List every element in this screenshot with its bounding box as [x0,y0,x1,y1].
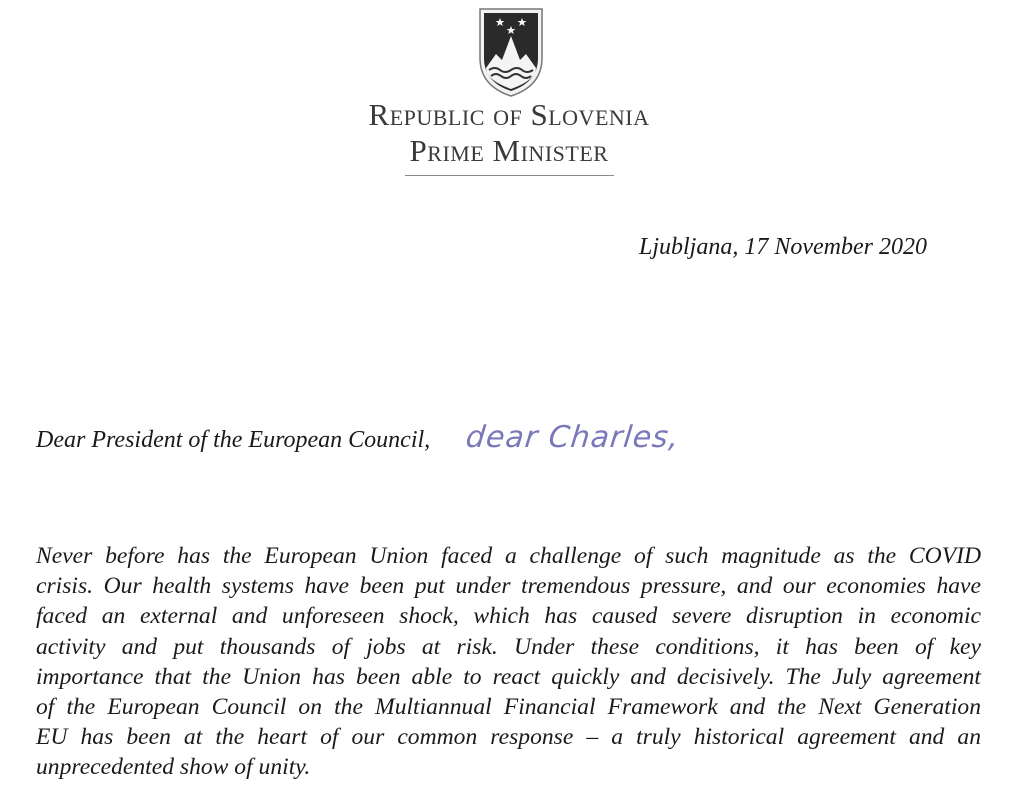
body-line: importance that the Union has been able to react quickly and decisively. The July agreement [36,663,981,690]
body-line: EU has been at the heart of our common response – a truly historical agreement and an [36,724,981,751]
coat-of-arms-icon [476,6,546,98]
salutation: Dear President of the European Council, [36,427,431,453]
letterhead-office: Prime Minister [409,133,609,168]
body-line: faced an external and unforeseen shock, which has caused severe disruption in economic [36,603,981,630]
body-line: unprecedented show of unity. [36,754,311,781]
letterhead-country: Republic of Slovenia [368,97,650,132]
body-line: of the European Council on the Multiannual Financial Framework and the Next Generation [36,694,981,721]
body-paragraph [36,541,981,783]
letter-date: Ljubljana, 17 November 2020 [639,234,927,260]
letterhead-divider [405,175,614,176]
body-line: Never before has the European Union faced a challenge of such magnitude as the COVID [36,543,981,569]
body-line: crisis. Our health systems have been put under tremendous pressure, and our economies have [36,573,981,600]
handwritten-greeting: dear Charles, [464,420,682,455]
body-line: activity and put thousands of jobs at risk. Under these conditions, it has been of key [36,633,981,660]
